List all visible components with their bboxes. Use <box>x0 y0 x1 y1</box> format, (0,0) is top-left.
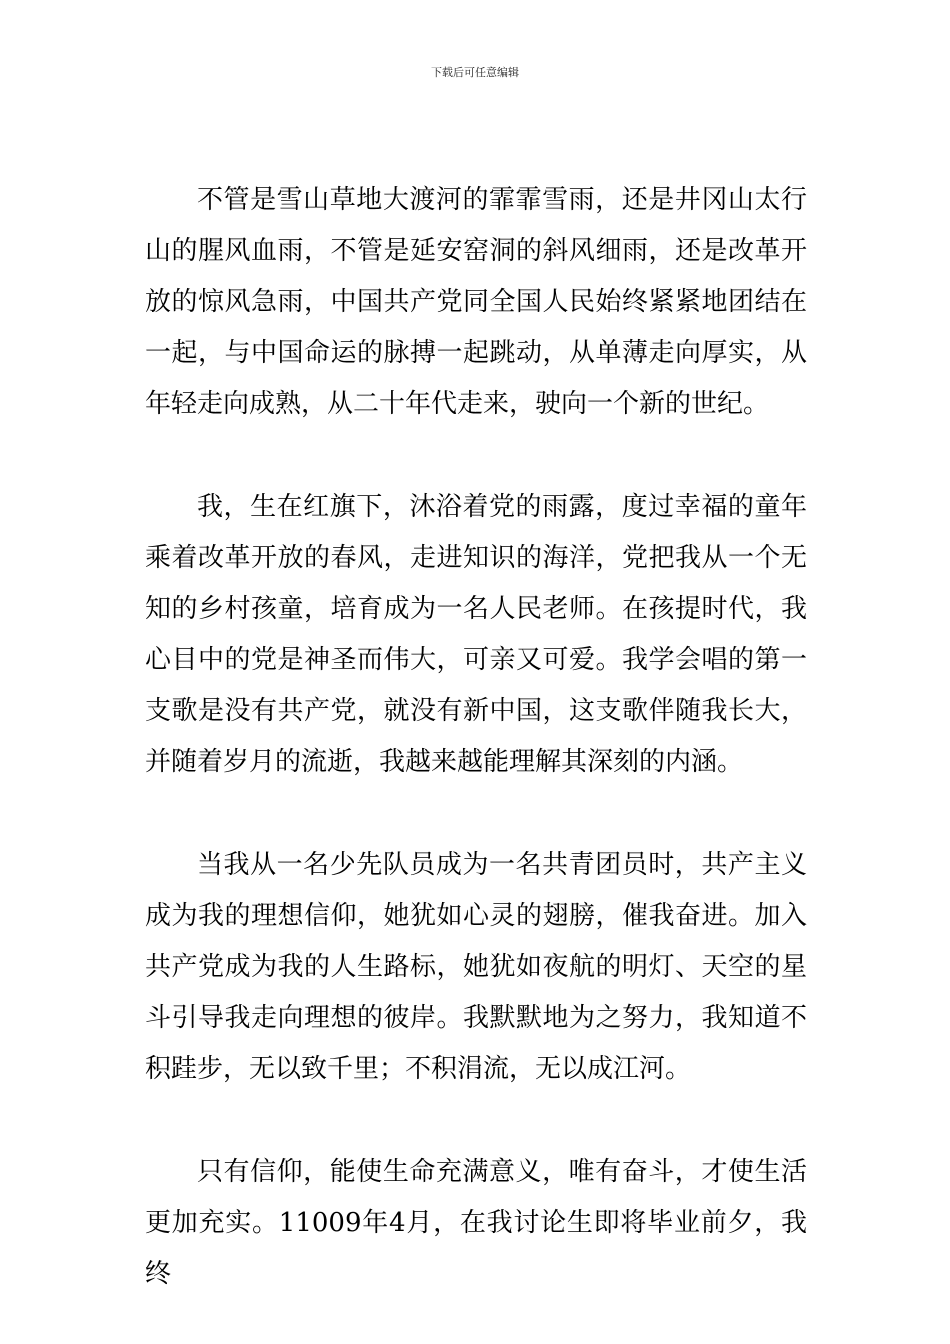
header-note: 下载后可任意编辑 <box>431 66 519 79</box>
paragraph-3: 当我从一名少先队员成为一名共青团员时，共产主义成为我的理想信仰，她犹如心灵的翅膀，催我奋进。加入共产党成为我的人生路标，她犹如夜航的明灯、天空的星斗引导我走向理想的彼岸。我默默地为之努力，我知道不积跬步，无以致千里；不积涓流，无以成江河。 <box>145 850 807 1084</box>
paragraph-2: 我，生在红旗下，沐浴着党的雨露，度过幸福的童年乘着改革开放的春风，走进知识的海洋，党把我从一个无知的乡村孩童，培育成为一名人民老师。在孩提时代，我心目中的党是神圣而伟大，可亲又可爱。我学会唱的第一支歌是没有共产党，就没有新中国，这支歌伴随我长大，并随着岁月的流逝，我越来越能理解其深刻的内涵。 <box>145 492 807 777</box>
paragraph-1: 不管是雪山草地大渡河的霏霏雪雨，还是井冈山太行山的腥风血雨，不管是延安窑洞的斜风细雨，还是改革开放的惊风急雨，中国共产党同全国人民始终紧紧地团结在一起，与中国命运的脉搏一起跳动，从单薄走向厚实，从年轻走向成熟，从二十年代走来，驶向一个新的世纪。 <box>145 185 807 419</box>
paragraph-4: 只有信仰，能使生命充满意义，唯有奋斗，才使生活更加充实。11009年4月，在我讨论生即将毕业前夕，我终 <box>145 1157 807 1289</box>
document-body <box>145 175 807 1300</box>
